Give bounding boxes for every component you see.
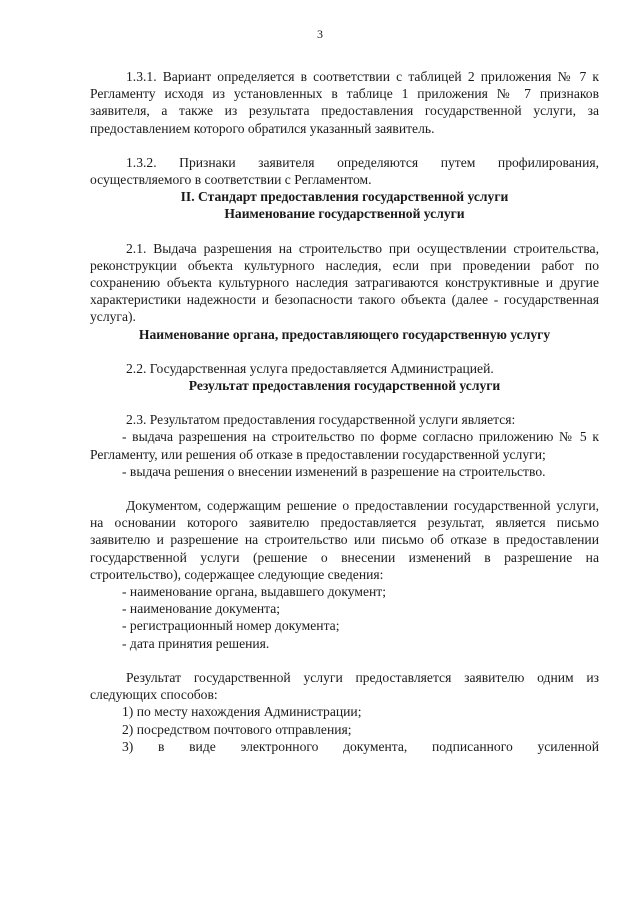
section-title: II. Стандарт предоставления государственной услуги	[180, 189, 509, 205]
heading-organ-name: Наименование органа, предоставляющего государственную услугу	[138, 326, 551, 342]
list-item: - наименование органа, выдавшего документ;	[122, 584, 387, 600]
heading-result: Результат предоставления государственной услуги	[188, 378, 501, 394]
list-item: - дата принятия решения.	[122, 635, 270, 651]
paragraph-1-3-2: 1.3.2. Признаки заявителя определяются путем профилирования, осуществляемого в соответствии с Регламентом.	[90, 154, 599, 188]
list-item: - выдача разрешения на строительство по форме согласно приложению № 5 к Регламенту, или решения об отказе в предоставлении государственной услуги;	[90, 429, 599, 462]
paragraph-1-3-1: 1.3.1. Вариант определяется в соответствии с таблицей 2 приложения № 7 к Регламенту исходя из установленных в таблице 1 приложения № 7 признаков заявителя, а также из результата предоставления государственной услуги, за предоставлением которого обратился указанный заявитель.	[90, 69, 599, 136]
list-item: 3) в виде электронного документа, подписанного усиленной	[122, 738, 599, 754]
paragraph-2-2: 2.2. Государственная услуга предоставляется Администрацией.	[126, 360, 494, 376]
heading-service-name: Наименование государственной услуги	[224, 206, 465, 222]
document-body	[90, 68, 599, 755]
list-item: 2) посредством почтового отправления;	[122, 721, 352, 737]
paragraph-document: Документом, содержащим решение о предоставлении государственной услуги, на основании которого заявителю предоставляется результат, является письмо заявителю и разрешение на строительство или письмо об отказе в предоставлении государственной услуги (решение о внесении изменений в разрешение на строительство), содержащее следующие сведения:	[90, 498, 599, 582]
list-item: - наименование документа;	[122, 601, 281, 617]
paragraph-methods: Результат государственной услуги предоставляется заявителю одним из следующих способов:	[90, 669, 599, 703]
list-item: 1) по месту нахождения Администрации;	[122, 704, 362, 720]
page-number: 3	[317, 27, 323, 41]
paragraph-2-1: 2.1. Выдача разрешения на строительство при осуществлении строительства, реконструкции объекта культурного наследия, если при проведении работ по сохранению объекта культурного наследия затрагиваются конструктивные и другие характеристики надежности и безопасности такого объекта (далее - государственная услуга).	[90, 240, 599, 325]
list-item: - регистрационный номер документа;	[122, 618, 340, 634]
paragraph-2-3: 2.3. Результатом предоставления государственной услуги является:	[126, 412, 516, 428]
list-item: - выдача решения о внесении изменений в разрешение на строительство.	[122, 463, 546, 479]
